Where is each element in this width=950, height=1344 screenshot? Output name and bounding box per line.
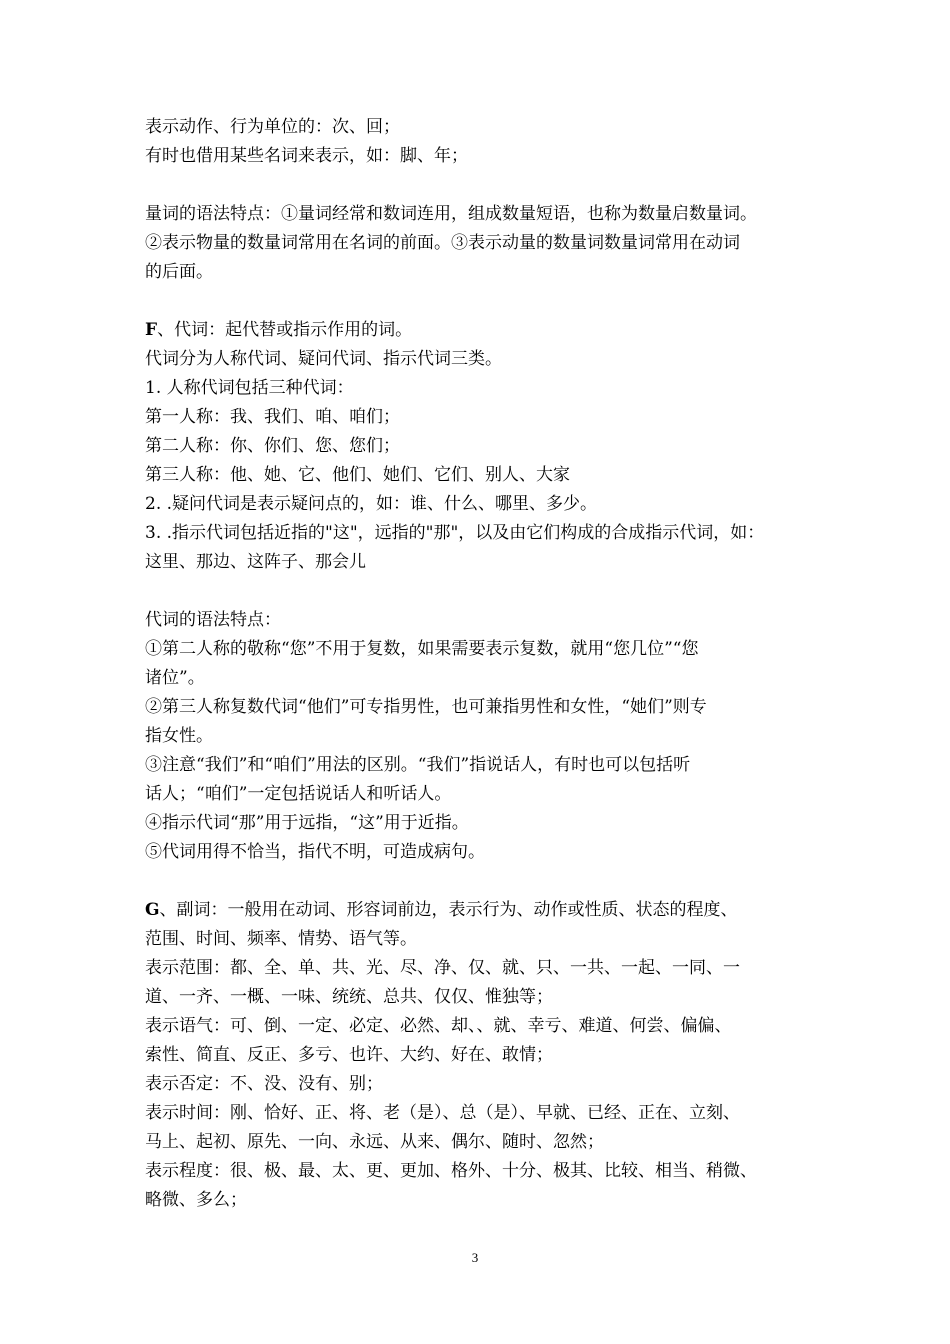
pronoun-features-line: ①第二人称的敬称“您”不用于复数，如果需要表示复数，就用“您几位”“您: [145, 639, 699, 659]
measure-word-features-line: ②表示物量的数量词常用在名词的前面。③表示动量的数量词数量词常用在动词: [145, 233, 740, 253]
section-f-line: 第三人称：他、她、它、他们、她们、它们、别人、大家: [145, 465, 570, 485]
section-f-line: 3. .指示代词包括近指的"这"，远指的"那"，以及由它们构成的合成指示代词，如：: [145, 523, 765, 543]
section-g-line: 表示时间：刚、恰好、正、将、老（是）、总（是）、早就、已经、正在、立刻、: [145, 1103, 740, 1123]
section-f-line: 这里、那边、这阵子、那会儿: [145, 552, 366, 572]
section-g-line: 道、一齐、一概、一味、统统、总共、仅仅、惟独等；: [145, 987, 553, 1007]
section-g-line: 马上、起初、原先、一向、永远、从来、偶尔、随时、忽然；: [145, 1132, 604, 1152]
section-g-line: 表示语气：可、倒、一定、必定、必然、却、、就、幸亏、难道、何尝、偏偏、: [145, 1016, 732, 1036]
pronoun-features-line: ⑤代词用得不恰当，指代不明，可造成病句。: [145, 842, 485, 862]
section-g-line: 表示否定：不、没、没有、别；: [145, 1074, 383, 1094]
pronoun-features-line: 话人；“咱们”一定包括说话人和听话人。: [145, 784, 452, 804]
pronoun-features-line: ③注意“我们”和“咱们”用法的区别。“我们”指说话人，有时也可以包括听: [145, 755, 691, 775]
pronoun-features-line: ④指示代词“那”用于远指，“这”用于近指。: [145, 813, 469, 833]
text-line: 表示动作、行为单位的：次、回；: [145, 117, 400, 137]
section-f-line: 代词分为人称代词、疑问代词、指示代词三类。: [145, 349, 502, 369]
section-f-label: F: [145, 320, 158, 340]
paragraph-gap: [145, 577, 810, 606]
section-g-line: 略微、多么；: [145, 1190, 247, 1210]
pronoun-features-line: 诸位”。: [145, 668, 205, 688]
section-g-line: 表示范围：都、全、单、共、光、尽、净、仅、就、只、一共、一起、一同、一: [145, 958, 740, 978]
section-g-line: 表示程度：很、极、最、太、更、更加、格外、十分、极其、比较、相当、稍微、: [145, 1161, 757, 1181]
pronoun-features-line: ②第三人称复数代词“他们”可专指男性，也可兼指男性和女性，“她们”则专: [145, 697, 707, 717]
section-f-heading-text: 、代词：起代替或指示作用的词。: [157, 320, 413, 340]
section-g-heading: [145, 896, 810, 925]
text-line: 有时也借用某些名词来表示，如：脚、年；: [145, 146, 468, 166]
measure-word-features-line: 量词的语法特点：①量词经常和数词连用，组成数量短语，也称为数量启数量词。: [145, 204, 757, 224]
page-body: [145, 113, 810, 1215]
page-number: 3: [471, 1250, 479, 1265]
section-g-line: 范围、时间、频率、情势、语气等。: [145, 929, 417, 949]
section-f-line: 第一人称：我、我们、咱、咱们；: [145, 407, 400, 427]
section-g-line: 索性、简直、反正、多亏、也许、大约、好在、敢情；: [145, 1045, 553, 1065]
pronoun-features-line: 代词的语法特点：: [145, 610, 281, 630]
section-g-label: G: [145, 900, 160, 920]
section-f-heading: [145, 316, 810, 345]
measure-word-features-line: 的后面。: [145, 262, 213, 282]
paragraph-gap: [145, 171, 810, 200]
section-f-line: 2. .疑问代词是表示疑问点的，如：谁、什么、哪里、多少。: [145, 494, 598, 514]
section-f-line: 第二人称：你、你们、您、您们；: [145, 436, 400, 456]
paragraph-gap: [145, 287, 810, 316]
pronoun-features-line: 指女性。: [145, 726, 213, 746]
section-f-line: 1. 人称代词包括三种代词：: [145, 378, 354, 398]
section-g-heading-text: 、副词：一般用在动词、形容词前边，表示行为、动作或性质、状态的程度、: [159, 900, 738, 920]
paragraph-gap: [145, 867, 810, 896]
